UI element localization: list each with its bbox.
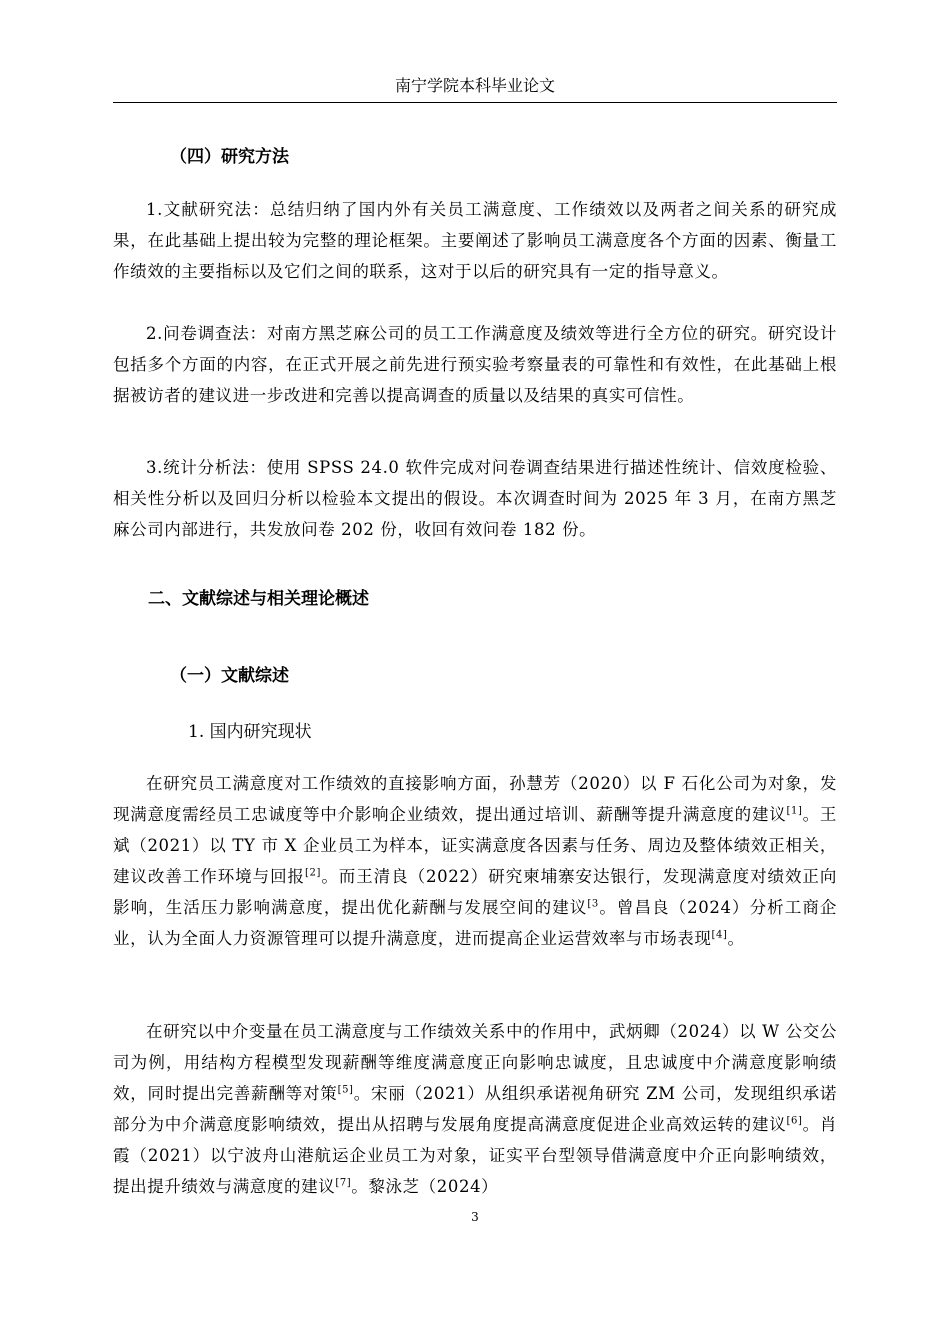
citation-ref-1: [1] (786, 805, 803, 817)
text-segment: 在研究以中介变量在员工满意度与工作绩效关系中的作用中，武炳卿（2024）以 W 公交公司为例，用结构方程模型发现薪酬等维度满意度正向影响忠诚度，且忠诚度中介满意度影响绩效，同时提出完善薪酬等对策 (113, 1022, 837, 1103)
header-divider (113, 102, 837, 103)
citation-ref-5: [5] (337, 1084, 354, 1096)
citation-ref-3: [3 (587, 898, 599, 910)
page-header-title: 南宁学院本科毕业论文 (394, 76, 555, 95)
citation-ref-2: [2] (305, 867, 321, 879)
paragraph-literature-method: 1.文献研究法：总结归纳了国内外有关员工满意度、工作绩效以及两者之间关系的研究成果，在此基础上提出较为完整的理论框架。主要阐述了影响员工满意度各个方面的因素、衡量工作绩效的主要指标以及它们之间的联系，这对于以后的研究具有一定的指导意义。 (113, 200, 837, 281)
text-segment: 。而王清良（2022）研究柬埔寨安达银行，发现满意度对绩效正向影响，生活压力影响满意度，提出优化薪酬与发展空间的建议 (113, 867, 837, 917)
text-segment: 在研究员工满意度对工作绩效的直接影响方面，孙慧芳（2020）以 F 石化公司为对象，发现满意度需经员工忠诚度等中介影响企业绩效，提出通过培训、薪酬等提升满意度的建议 (113, 774, 837, 824)
paragraph-review-mediation (113, 1016, 837, 1202)
text-segment: 。 (727, 929, 745, 948)
text-segment: 。黎泳芝（2024） (351, 1177, 499, 1196)
text-segment: 。宋丽（2021）从组织承诺视角研究 ZM 公司，发现组织承诺部分为中介满意度影响绩效，提出从招聘与发展角度提高满意度促进企业高效运转的建议 (113, 1084, 837, 1134)
section-heading-review: （一）文献综述 (170, 666, 289, 686)
subsection-heading-domestic: 1. 国内研究现状 (188, 722, 312, 742)
text-segment: 。王斌（2021）以 TY 市 X 企业员工为样本，证实满意度各因素与任务、周边及整体绩效正相关，建议改善工作环境与回报 (113, 805, 837, 886)
citation-ref-6: [6] (786, 1115, 803, 1127)
citation-ref-4: [4] (711, 929, 728, 941)
section-heading-methods: （四）研究方法 (170, 147, 289, 167)
text-segment: 。肖霞（2021）以宁波舟山港航运企业员工为对象，证实平台型领导借满意度中介正向影响绩效，提出提升绩效与满意度的建议 (113, 1115, 837, 1196)
text-segment: 。曾昌良（2024）分析工商企业，认为全面人力资源管理可以提升满意度，进而提高企业运营效率与市场表现 (113, 898, 837, 948)
chapter-heading-literature: 二、文献综述与相关理论概述 (148, 589, 369, 609)
citation-ref-7: [7] (335, 1177, 352, 1189)
paragraph-review-direct-effect (113, 768, 837, 954)
paragraph-questionnaire-method: 2.问卷调查法：对南方黑芝麻公司的员工工作满意度及绩效等进行全方位的研究。研究设计包括多个方面的内容，在正式开展之前先进行预实验考察量表的可靠性和有效性，在此基础上根据被访者的建议进一步改进和完善以提高调查的质量以及结果的真实可信性。 (113, 324, 837, 405)
paragraph-statistics-method: 3.统计分析法：使用 SPSS 24.0 软件完成对问卷调查结果进行描述性统计、信效度检验、相关性分析以及回归分析以检验本文提出的假设。本次调查时间为 2025 年 3 月，在南方黑芝麻公司内部进行，共发放问卷 202 份，收回有效问卷 182 份。 (113, 458, 837, 539)
page-number: 3 (471, 1210, 479, 1224)
